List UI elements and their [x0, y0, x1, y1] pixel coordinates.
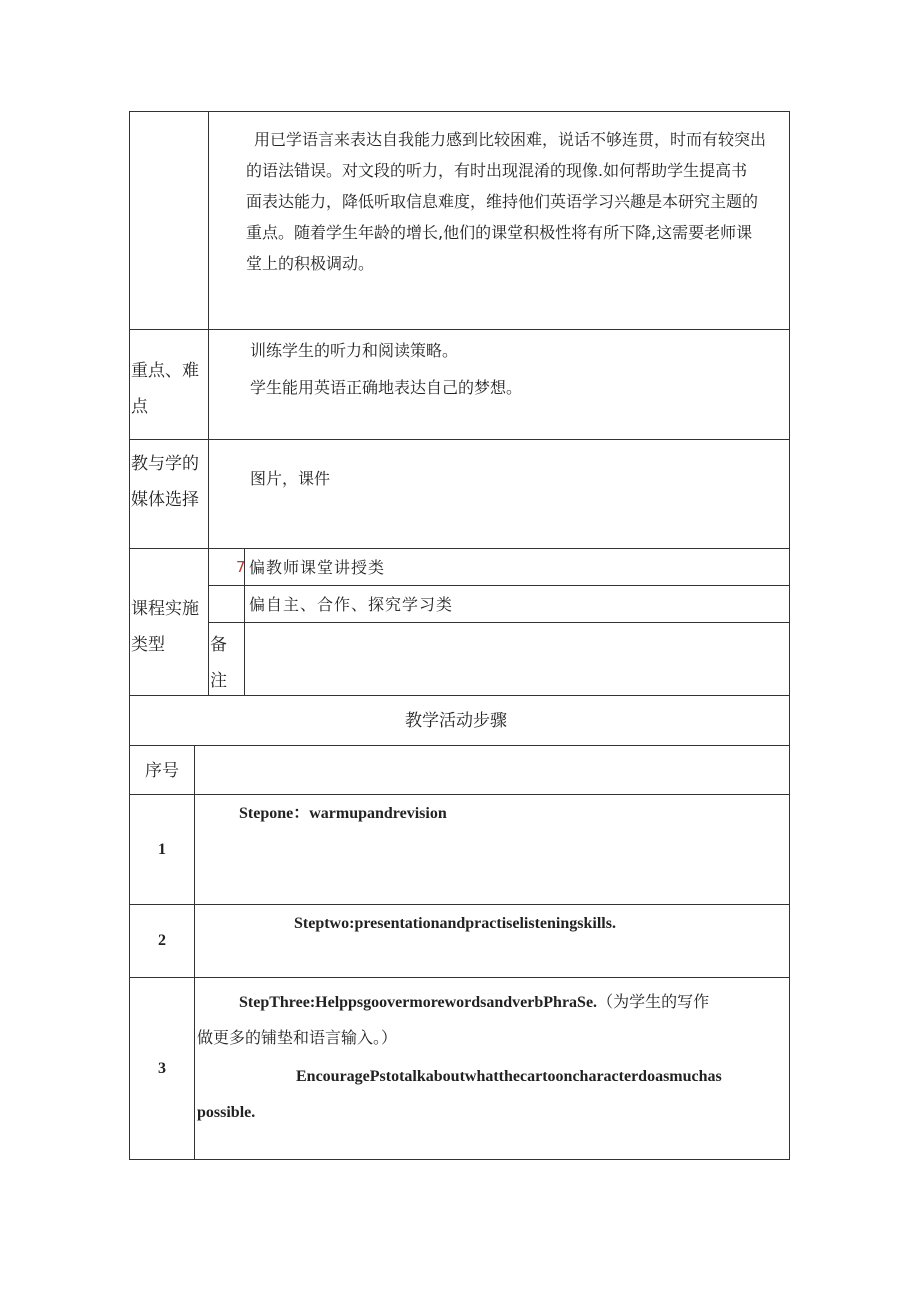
step-number: 1 [158, 841, 166, 858]
course-option-teacher-led: 偏教师课堂讲授类 [249, 558, 386, 577]
difficulty-paragraph [246, 124, 790, 279]
table-row-divider [129, 745, 790, 746]
table-row-divider [129, 695, 790, 696]
paragraph-line: 重点。随着学生年龄的增长,他们的课堂积极性将有所下降,这需要老师课 [246, 223, 753, 242]
check-mark: 7 [236, 558, 246, 576]
table-row-divider [129, 329, 790, 330]
step-title: StepThree:HelppsgoovermorewordsandverbPhraSe. [239, 994, 598, 1011]
key-point-item: 训练学生的听力和阅读策略。 [250, 341, 459, 360]
media-value: 图片，课件 [250, 469, 331, 488]
label-line: 教与学的 [131, 454, 199, 474]
table-border-top [129, 111, 790, 112]
table-row-divider [208, 585, 790, 586]
label-line: 重点、难 [131, 361, 199, 381]
label-line: 点 [131, 397, 148, 417]
table-row-divider [129, 794, 790, 795]
label-line: 备 [210, 635, 227, 655]
step-note-line2: 做更多的铺垫和语言输入。） [197, 1028, 398, 1047]
paragraph-line: 的语法错误。对文段的听力，有时出现混淆的现像.如何帮助学生提高书 [246, 161, 748, 180]
table-column-divider [194, 745, 195, 1160]
step-line [239, 992, 709, 1013]
table-border-bottom [129, 1159, 790, 1160]
step-note: （为学生的写作 [597, 992, 710, 1011]
label-line: 类型 [131, 635, 165, 655]
label-line: 媒体选择 [131, 490, 199, 510]
paragraph-line: 面表达能力，降低听取信息难度，维持他们英语学习兴趣是本研究主题的 [246, 192, 759, 211]
step-extra-line: possible. [197, 1104, 256, 1121]
table-row-divider [129, 548, 790, 549]
remark-label [210, 627, 227, 699]
course-type-label [131, 591, 199, 663]
table-border-left [129, 111, 130, 1160]
key-points-label [131, 353, 199, 425]
label-line: 课程实施 [131, 599, 199, 619]
media-label [131, 446, 199, 518]
step-title: Steptwo:presentationandpractiselisteningskills. [294, 915, 616, 932]
paragraph-line: 堂上的积极调动。 [246, 254, 375, 273]
table-row-divider [129, 904, 790, 905]
step-title: Stepone：warmupandrevision [239, 805, 447, 822]
table-column-divider [208, 111, 209, 696]
table-row-divider [129, 439, 790, 440]
steps-header: 教学活动步骤 [405, 711, 507, 731]
step-number: 2 [158, 932, 166, 949]
step-extra-line: EncouragePstotalkaboutwhatthecartooncharacterdoasmuchas [296, 1068, 722, 1085]
key-point-item: 学生能用英语正确地表达自己的梦想。 [250, 378, 523, 397]
seq-label: 序号 [145, 761, 179, 781]
paragraph-line: 用已学语言来表达自我能力感到比较困难，说话不够连贯，时而有较突出 [254, 130, 767, 149]
table-row-divider [208, 622, 790, 623]
table-row-divider [129, 977, 790, 978]
step-number: 3 [158, 1060, 166, 1077]
label-line: 注 [210, 671, 227, 691]
course-option-self-study: 偏自主、合作、探究学习类 [249, 595, 454, 614]
